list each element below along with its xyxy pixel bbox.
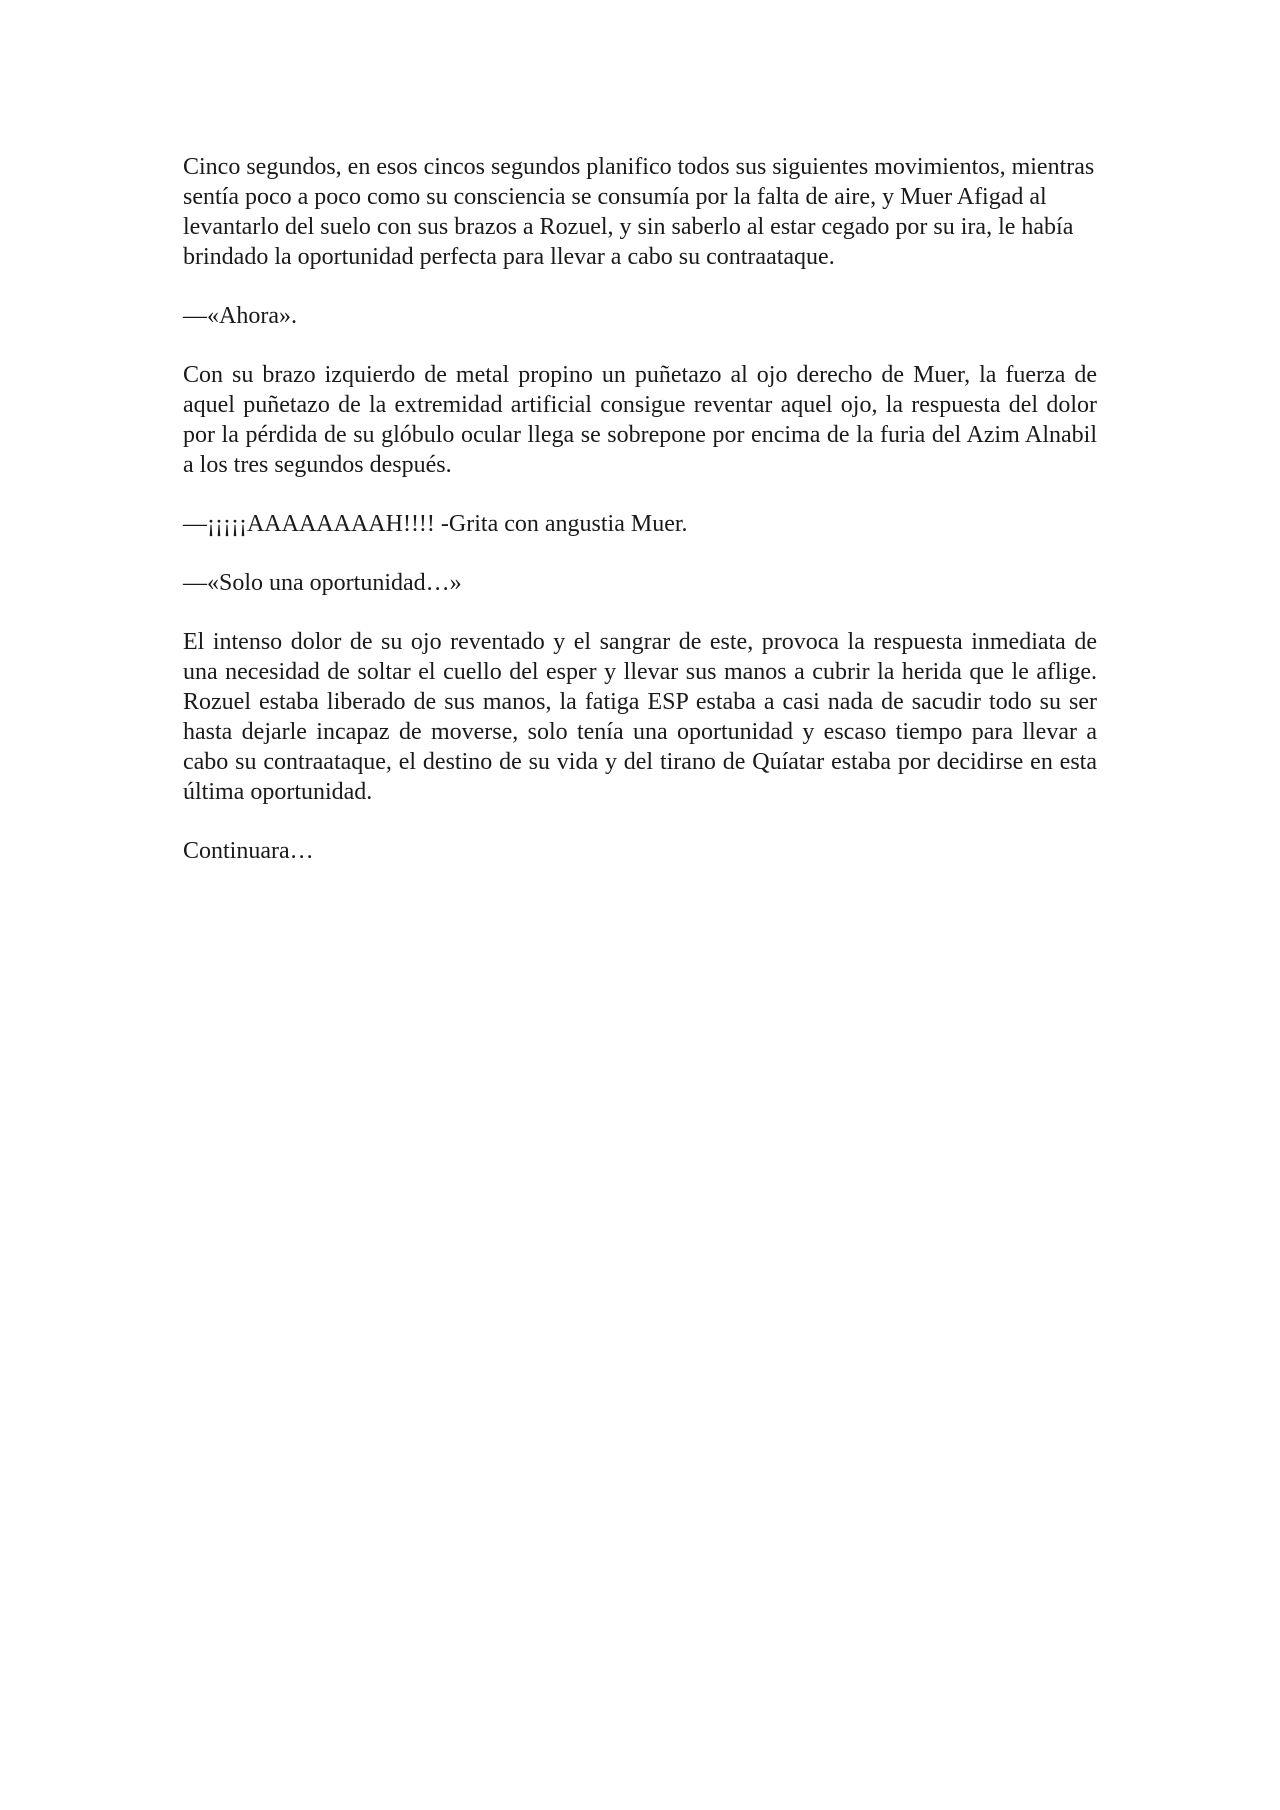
paragraph-release: El intenso dolor de su ojo reventado y el sangrar de este, provoca la respuesta inmediata de una necesidad de soltar el cuello del esper y llevar sus manos a cubrir la herida que le aflige. Rozuel estaba liberado de sus manos, la fatiga ESP estaba a casi nada de sacudir todo su ser hasta dejarle incapaz de moverse, solo tenía una oportunidad y escaso tiempo para llevar a cabo su contraataque, el destino de su vida y del tirano de Quíatar estaba por decidirse en esta última oportunidad.	[183, 629, 1097, 805]
dialogue-scream: —¡¡¡¡¡AAAAAAAAH!!!! -Grita con angustia Muer.	[183, 511, 688, 537]
closing-continuara: Continuara…	[183, 838, 314, 864]
document-body	[183, 152, 1097, 895]
paragraph-punch: Con su brazo izquierdo de metal propino un puñetazo al ojo derecho de Muer, la fuerza de aquel puñetazo de la extremidad artificial consigue reventar aquel ojo, la respuesta del dolor por la pérdida de su glóbulo ocular llega se sobrepone por encima de la furia del Azim Alnabil a los tres segundos después.	[183, 362, 1097, 478]
dialogue-oportunidad: —«Solo una oportunidad…»	[183, 570, 462, 596]
dialogue-ahora: —«Ahora».	[183, 303, 297, 329]
paragraph-opening: Cinco segundos, en esos cincos segundos planifico todos sus siguientes movimientos, mientras sentía poco a poco como su consciencia se consumía por la falta de aire, y Muer Afigad al levantarlo del suelo con sus brazos a Rozuel, y sin saberlo al estar cegado por su ira, le había brindado la oportunidad perfecta para llevar a cabo su contraataque.	[183, 154, 1095, 270]
